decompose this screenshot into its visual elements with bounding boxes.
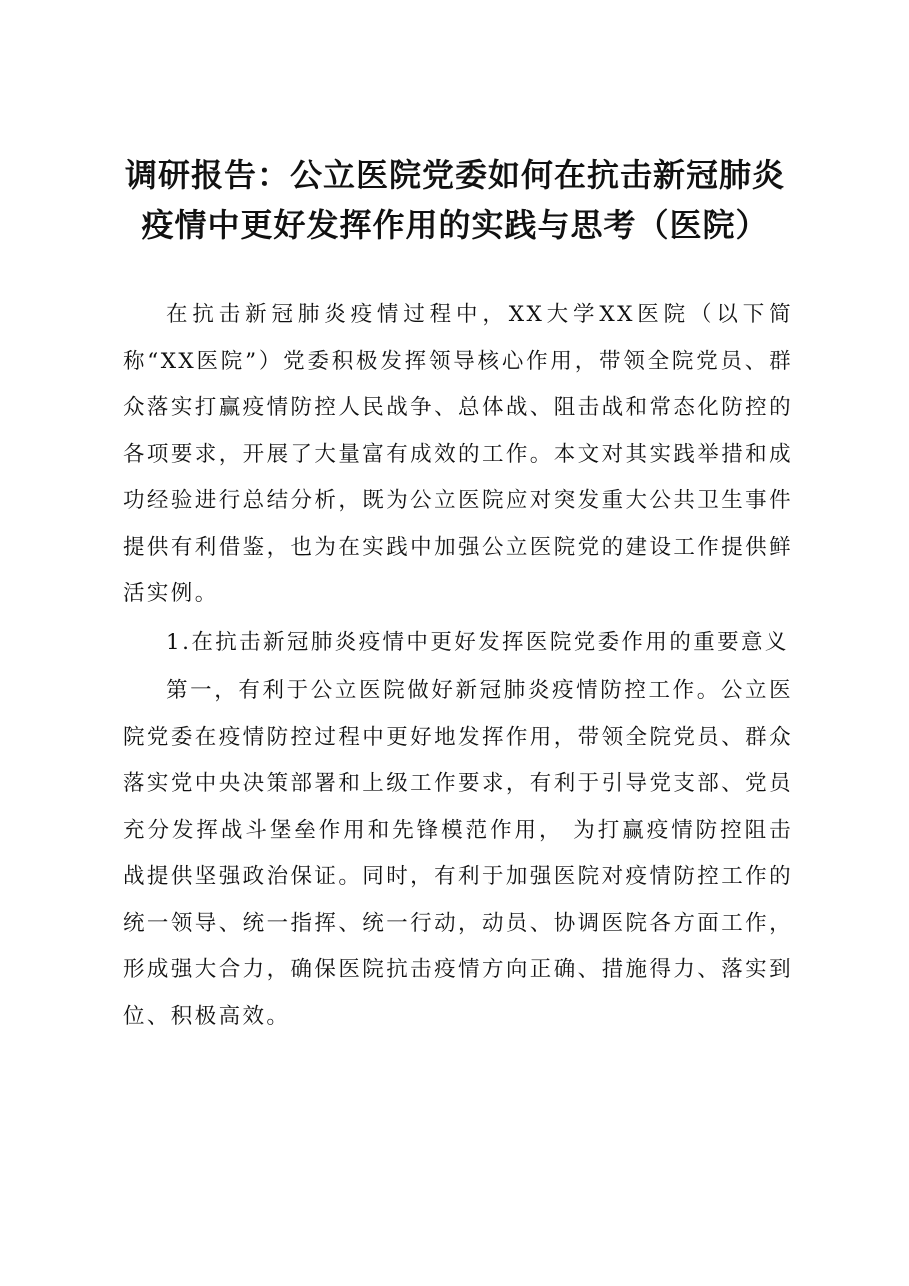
document-title [100,150,810,250]
title-line-2: 疫情中更好发挥作用的实践与思考（医院） [141,206,769,244]
intro-paragraph: 在抗击新冠肺炎疫情过程中，XX大学XX医院（以下简称“XX医院”）党委积极发挥领导核心作用，带领全院党员、群众落实打赢疫情防控人民战争、总体战、阻击战和常态化防控的各项要求，开展了大量富有成效的工作。本文对其实践举措和成功经验进行总结分析，既为公立医院应对突发重大公共卫生事件提供有利借鉴，也为在实践中加强公立医院党的建设工作提供鲜活实例。 [123,302,793,606]
title-line-1: 调研报告：公立医院党委如何在抗击新冠肺炎 [124,156,785,194]
first-point-paragraph: 第一，有利于公立医院做好新冠肺炎疫情防控工作。公立医院党委在疫情防控过程中更好地发挥作用，带领全院党员、群众落实党中央决策部署和上级工作要求，有利于引导党支部、党员充分发挥战斗堡垒作用和先锋模范作用， 为打赢疫情防控阻击战提供坚强政治保证。同时，有利于加强医院对疫情防控工作的统一领导、统一指挥、统一行动，动员、协调医院各方面工作，形成强大合力，确保医院抗击疫情方向正确、措施得力、落实到位、积极高效。 [123,678,793,1029]
document-body [123,292,793,1040]
section-heading: 1.在抗击新冠肺炎疫情中更好发挥医院党委作用的重要意义 [166,629,789,655]
